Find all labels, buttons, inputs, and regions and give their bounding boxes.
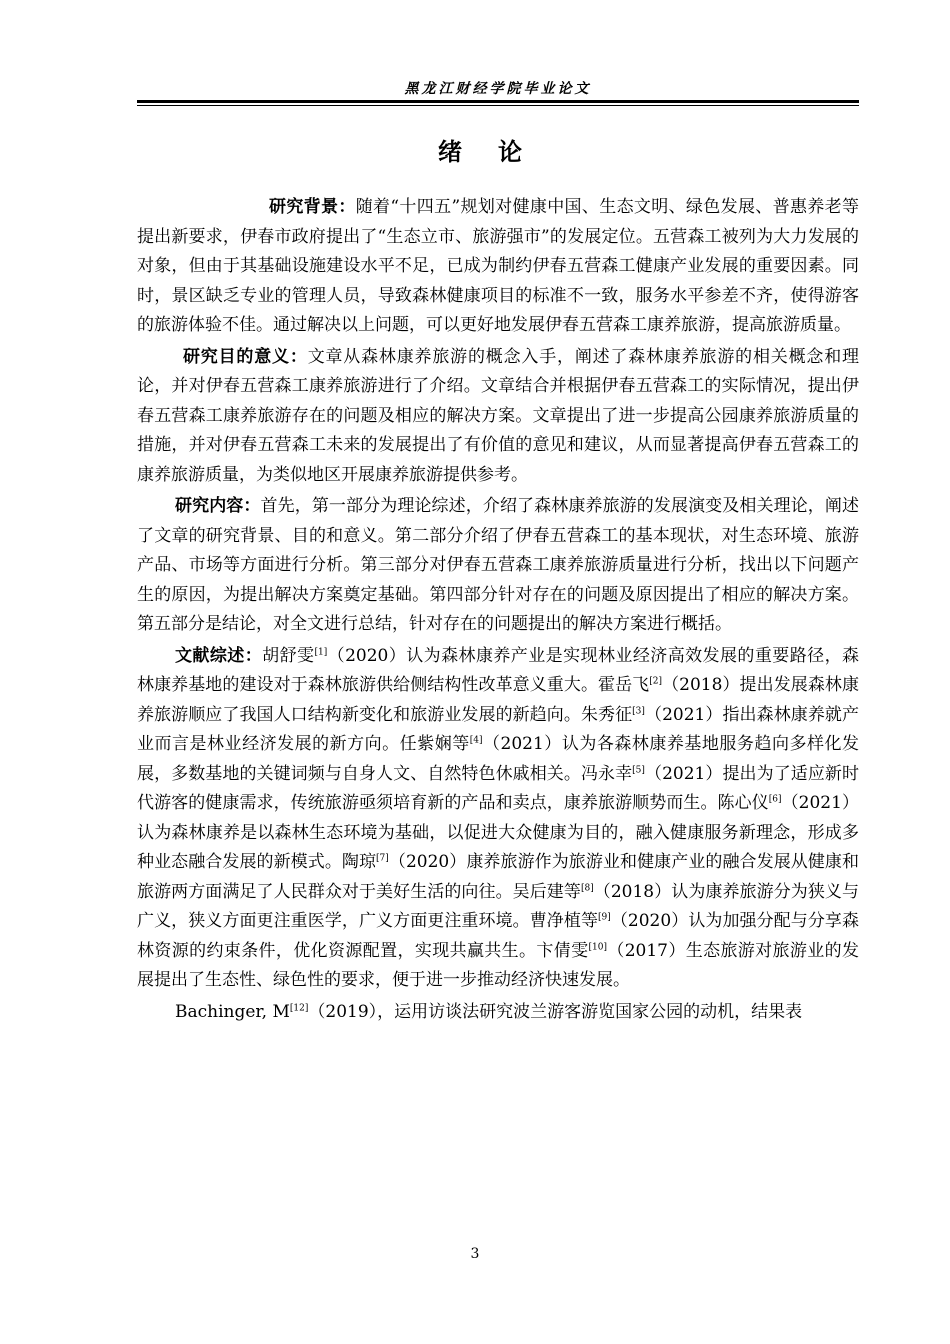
paragraph-bachinger xyxy=(137,998,859,1028)
literature-segment: Bachinger, M xyxy=(175,1001,290,1022)
literature-segment: （2018）认为康养旅游分为狭义与广义，狭义方面更注重医学，广义方面更注重环境。曹净植等 xyxy=(137,881,860,931)
literature-segment: （2021）指出森林康养就产业而言是林业经济发展的新方向。任紫娴等 xyxy=(137,704,860,754)
paragraph-text: 首先，第一部分为理论综述，介绍了森林康养旅游的发展演变及相关理论，阐述了文章的研究背景、目的和意义。第二部分介绍了伊春五营森工的基本现状，对生态环境、旅游产品、市场等方面进行分析。第三部分对伊春五营森工康养旅游质量进行分析，找出以下问题产生的原因，为提出解决方案奠定基础。第四部分针对存在的问题及原因提出了相应的解决方案。第五部分是结论，对全文进行总结，针对存在的问题提出的解决方案进行概括。 xyxy=(137,496,860,634)
citation-ref: [12] xyxy=(289,1002,309,1013)
literature-segment: （2021）提出为了适应新时代游客的健康需求，传统旅游亟须培育新的产品和卖点，康养旅游顺势而生。陈心仪 xyxy=(137,763,860,813)
citation-ref: [1] xyxy=(314,646,328,657)
literature-segment: （2020）认为森林康养产业是实现林业经济高效发展的重要路径，森林康养基地的建设对于森林旅游供给侧结构性改革意义重大。霍岳飞 xyxy=(137,645,860,695)
literature-segment: （2021）认为森林康养是以森林生态环境为基础，以促进大众健康为目的，融入健康服务新理念，形成多种业态融合发展的新模式。陶琼 xyxy=(137,793,860,872)
literature-segment: （2019），运用访谈法研究波兰游客游览国家公园的动机，结果表 xyxy=(308,1001,803,1022)
citation-ref: [2] xyxy=(649,676,662,687)
header-rule-thick xyxy=(137,100,859,103)
citation-ref: [10] xyxy=(588,941,607,952)
paragraph-text: 随着“十四五”规划对健康中国、生态文明、绿色发展、普惠养老等提出新要求，伊春市政府提出了“生态立市、旅游强市”的发展定位。五营森工被列为大力发展的对象，但由于其基础设施建设水平不足，已成为制约伊春五营森工健康产业发展的重要因素。同时，景区缺乏专业的管理人员，导致森林健康项目的标准不一致，服务水平参差不齐，使得游客的旅游体验不佳。通过解决以上问题，可以更好地发展伊春五营森工康养旅游，提高旅游质量。 xyxy=(137,197,860,335)
paragraph-label: 研究目的意义： xyxy=(183,346,308,367)
citation-ref: [9] xyxy=(598,912,611,923)
citation-ref: [3] xyxy=(632,705,645,716)
literature-segment: 胡舒雯 xyxy=(262,645,315,666)
citation-ref: [8] xyxy=(580,882,594,893)
paragraph-label: 研究背景： xyxy=(269,197,356,217)
literature-segment: （2020）康养旅游作为旅游业和健康产业的融合发展从健康和旅游两方面满足了人民群众对于美好生活的向往。吴后建等 xyxy=(137,852,859,902)
literature-segment: （2020）认为加强分配与分享森林资源的约束条件，优化资源配置，实现共赢共生。卞倩雯 xyxy=(137,911,859,961)
literature-segment: （2018）提出发展森林康养旅游顺应了我国人口结构新变化和旅游业发展的新趋向。朱秀征 xyxy=(137,675,860,725)
literature-segment: （2017）生态旅游对旅游业的发展提出了生态性、绿色性的要求，便于进一步推动经济快速发展。 xyxy=(137,940,859,990)
paragraph-label: 研究内容： xyxy=(175,496,261,516)
citation-ref: [5] xyxy=(632,764,645,775)
running-header: 黑龙江财经学院毕业论文 xyxy=(404,81,592,97)
page-number: 3 xyxy=(470,1246,480,1262)
paragraph-text: 文章从森林康养旅游的概念入手，阐述了森林康养旅游的相关概念和理论，并对伊春五营森工康养旅游进行了介绍。文章结合并根据伊春五营森工的实际情况，提出伊春五营森工康养旅游存在的问题及相应的解决方案。文章提出了进一步提高公园康养旅游质量的措施，并对伊春五营森工未来的发展提出了有价值的意见和建议，从而显著提高伊春五营森工的康养旅游质量，为类似地区开展康养旅游提供参考。 xyxy=(137,346,860,485)
paragraph-content xyxy=(137,492,859,640)
header-rule-thin xyxy=(137,105,859,106)
citation-ref: [7] xyxy=(376,853,389,864)
citation-ref: [6] xyxy=(768,794,782,805)
paragraph-purpose xyxy=(137,343,859,491)
paragraph-literature xyxy=(137,642,859,996)
paragraph-background xyxy=(137,193,859,341)
paragraph-label: 文献综述： xyxy=(175,645,263,666)
chapter-title: 绪论 xyxy=(438,138,558,166)
citation-ref: [4] xyxy=(469,735,483,746)
body-text xyxy=(137,193,859,1029)
literature-segment: （2021）认为各森林康养基地服务趋向多样化发展，多数基地的关键词频与自身人文、自然特色休戚相关。冯永幸 xyxy=(137,734,860,784)
